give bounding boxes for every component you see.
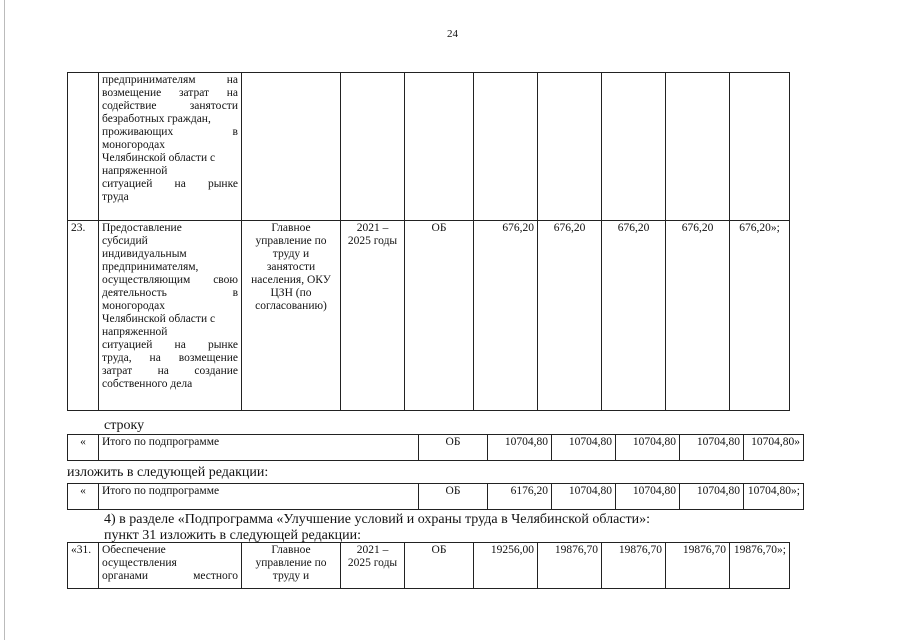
value-cell: 10704,80» [744,435,804,461]
value-cell: 676,20 [602,221,666,411]
text-section-heading: 4) в разделе «Подпрограмма «Улучшение условий и охраны труда в Челябинской области»: [104,512,651,527]
description-cell: Предоставление субсидий индивидуальным предпринимателям, осуществляющим свою деятельность в моногородах Челябинской области с напряженной ситуацией на рынке труда, на возмещение затрат на создание собственного дела [99,221,242,411]
description-cell: предпринимателям на возмещение затрат на содействие занятости безработных граждан, проживающих в моногородах Челябинской области с напряженной ситуацией на рынке труда [99,73,242,221]
total-label-cell: Итого по подпрограмме [99,484,419,510]
value-cell [474,73,538,221]
period-cell: 2021 – 2025 годы [341,221,405,411]
value-cell: 10704,80 [552,484,616,510]
value-cell [666,73,730,221]
executor-cell [242,73,341,221]
value-cell: 10704,80 [680,435,744,461]
value-cell: 19876,70 [602,543,666,589]
table-row-continuation [68,73,790,221]
value-cell: 676,20»; [730,221,790,411]
row-31-table [67,542,790,589]
row-number-cell: «31. [68,543,99,589]
value-cell [730,73,790,221]
value-cell: 10704,80 [616,435,680,461]
page-number: 24 [447,28,458,40]
value-cell: 10704,80»; [744,484,804,510]
new-total-table [67,483,804,510]
text-stroku: строку [104,418,145,433]
value-cell: 676,20 [474,221,538,411]
source-cell: ОБ [419,435,488,461]
quote-cell: « [68,435,99,461]
row-number-cell [68,73,99,221]
page-left-edge [4,0,5,640]
table-row-old-total [68,435,804,461]
period-cell: 2021 – 2025 годы [341,543,405,589]
total-label-cell: Итого по подпрограмме [99,435,419,461]
program-table [67,72,790,411]
value-cell [602,73,666,221]
value-cell: 19876,70 [666,543,730,589]
text-izlozhit: изложить в следующей редакции: [67,465,269,480]
source-cell: ОБ [405,221,474,411]
period-cell [341,73,405,221]
description-cell: Обеспечение осуществления органами местного [99,543,242,589]
old-total-table [67,434,804,461]
executor-cell: Главное управление по труду и занятости населения, ОКУ ЦЗН (по согласованию) [242,221,341,411]
value-cell: 10704,80 [616,484,680,510]
value-cell: 676,20 [538,221,602,411]
value-cell: 10704,80 [488,435,552,461]
table-row-new-total [68,484,804,510]
value-cell: 19876,70»; [730,543,790,589]
value-cell [538,73,602,221]
source-cell [405,73,474,221]
value-cell: 676,20 [666,221,730,411]
executor-cell: Главное управление по труду и [242,543,341,589]
table-row-23 [68,221,790,411]
table-row-31 [68,543,790,589]
value-cell: 6176,20 [488,484,552,510]
value-cell: 19256,00 [474,543,538,589]
row-number-cell: 23. [68,221,99,411]
text-punkt-31: пункт 31 изложить в следующей редакции: [104,528,361,543]
value-cell: 10704,80 [680,484,744,510]
value-cell: 10704,80 [552,435,616,461]
source-cell: ОБ [405,543,474,589]
value-cell: 19876,70 [538,543,602,589]
quote-cell: « [68,484,99,510]
source-cell: ОБ [419,484,488,510]
